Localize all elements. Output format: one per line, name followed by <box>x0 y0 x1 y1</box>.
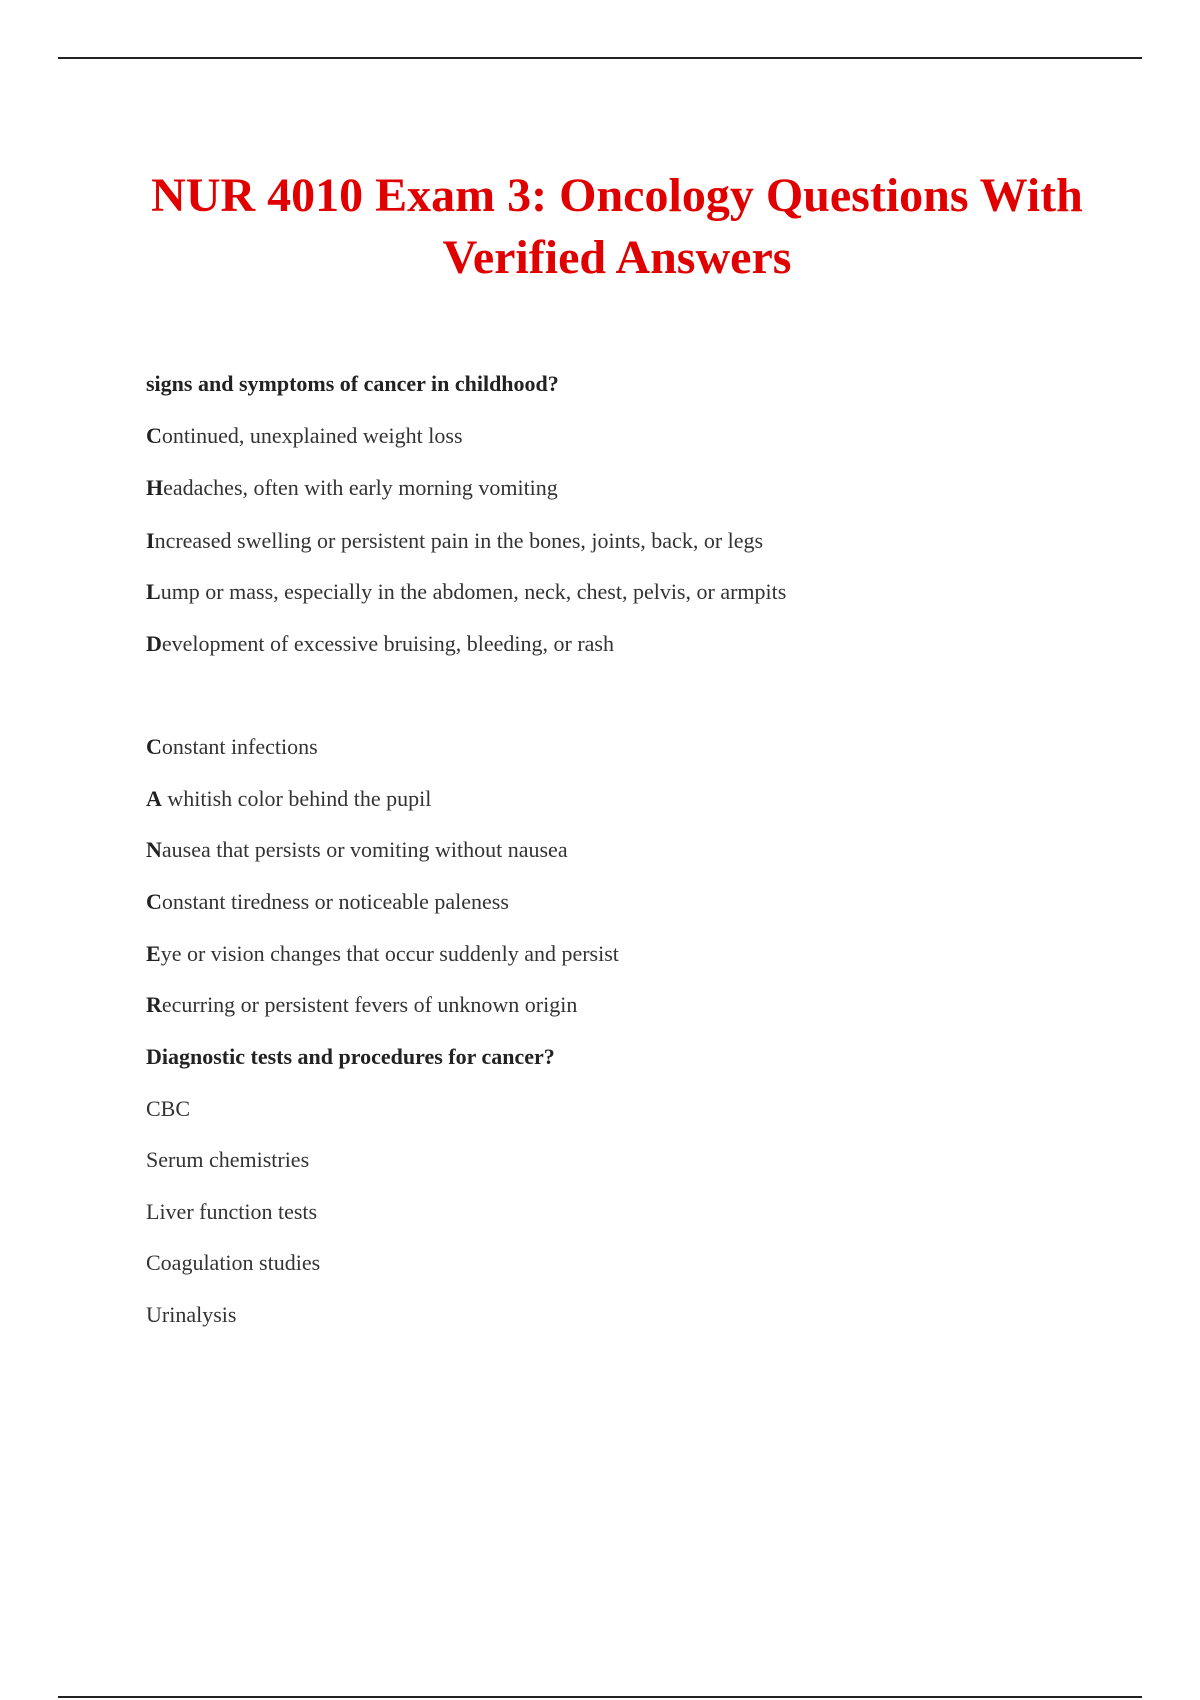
header-rule <box>58 57 1142 59</box>
document-title: NUR 4010 Exam 3: Oncology Questions With Verified Answers <box>151 169 1083 284</box>
answer-line: Headaches, often with early morning vomiting <box>146 475 558 500</box>
answer-line: Urinalysis <box>146 1302 237 1327</box>
question-heading: Diagnostic tests and procedures for cancer? <box>146 1044 555 1069</box>
answer-line: Increased swelling or persistent pain in the bones, joints, back, or legs <box>146 528 764 553</box>
answer-line: Development of excessive bruising, bleeding, or rash <box>146 631 614 656</box>
answer-line: Nausea that persists or vomiting without nausea <box>146 837 568 862</box>
answer-line: Recurring or persistent fevers of unknown origin <box>146 992 578 1017</box>
answer-line: Lump or mass, especially in the abdomen, neck, chest, pelvis, or armpits <box>146 579 787 604</box>
answer-line: CBC <box>146 1096 191 1121</box>
answer-line: A whitish color behind the pupil <box>146 786 432 811</box>
answer-line: Constant tiredness or noticeable paleness <box>146 889 509 914</box>
answer-line: Eye or vision changes that occur suddenly and persist <box>146 941 619 966</box>
footer-rule <box>58 1696 1142 1698</box>
answer-line: Serum chemistries <box>146 1147 310 1172</box>
answer-line: Coagulation studies <box>146 1250 321 1275</box>
answer-line: Continued, unexplained weight loss <box>146 423 463 448</box>
question-heading: signs and symptoms of cancer in childhood? <box>146 371 559 396</box>
answer-line: Constant infections <box>146 734 318 759</box>
answer-line: Liver function tests <box>146 1199 318 1224</box>
